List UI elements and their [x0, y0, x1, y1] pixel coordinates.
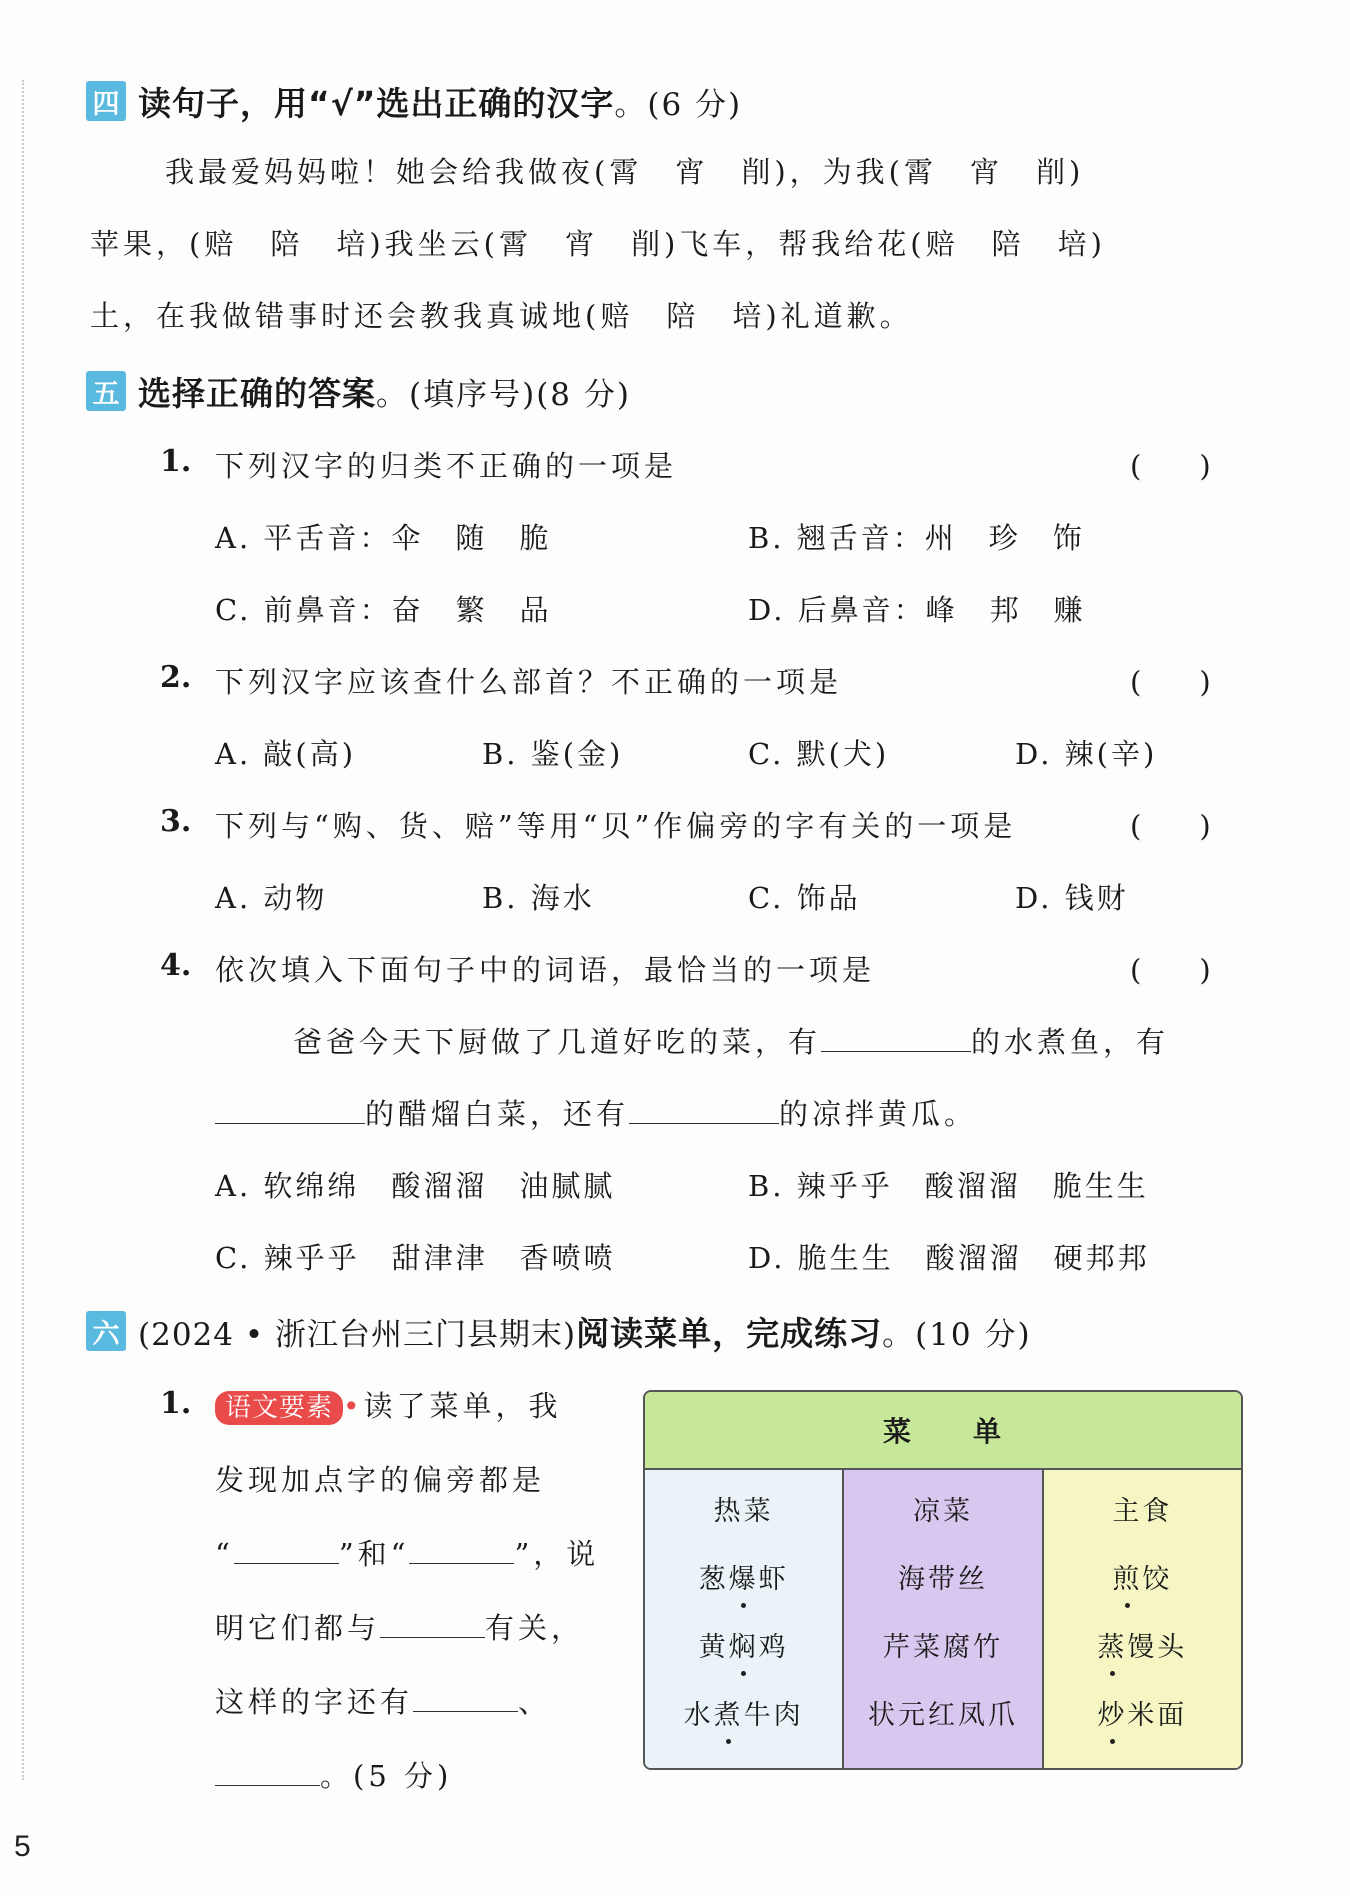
- question-2-option-b[interactable]: B. 鉴(金): [482, 737, 624, 771]
- dotted-char: 炒: [1097, 1696, 1127, 1736]
- section-6-title: 阅读菜单，完成练习: [576, 1313, 883, 1353]
- dotted-char: 爆: [729, 1560, 759, 1600]
- question-4-option-b[interactable]: B. 辣乎乎 酸溜溜 脆生生: [748, 1169, 1149, 1203]
- menu-item: 煎饺: [1112, 1560, 1172, 1628]
- section-6-badge: 六: [86, 1311, 126, 1351]
- menu-column-staple: [1042, 1470, 1241, 1770]
- question-1-option-d[interactable]: D. 后鼻音：峰 邦 赚: [748, 593, 1086, 627]
- dotted-char: 煮: [714, 1696, 744, 1736]
- section-5-heading: [86, 366, 631, 416]
- q1-line-1-text: 读了菜单，我: [363, 1389, 562, 1423]
- question-2-option-c[interactable]: C. 默(犬): [748, 737, 890, 771]
- sentence-part-d: 的凉拌黄瓜。: [779, 1097, 978, 1131]
- menu-table: [643, 1390, 1243, 1770]
- question-2-option-d[interactable]: D. 辣(辛): [1015, 737, 1158, 771]
- question-1-option-c[interactable]: C. 前鼻音：奋 繁 品: [215, 593, 552, 627]
- question-4-option-a[interactable]: A. 软绵绵 酸溜溜 油腻腻: [215, 1169, 616, 1203]
- blank-radical-1[interactable]: [234, 1533, 339, 1564]
- question-2-number: 2.: [160, 660, 192, 695]
- q1-score: 。(5 分): [320, 1759, 453, 1793]
- blank-example-2[interactable]: [215, 1755, 320, 1786]
- dotted-char: 蒸: [1097, 1628, 1127, 1668]
- question-4-sentence-line-2: [215, 1092, 977, 1133]
- menu-item: 蒸馒头: [1097, 1628, 1187, 1696]
- menu-title-b: 单: [973, 1415, 1004, 1448]
- question-2-option-a[interactable]: A. 敲(高): [215, 737, 357, 771]
- yuwen-tag: 语文要素: [215, 1391, 343, 1425]
- section-6-heading: [86, 1306, 1032, 1356]
- question-1-number: 1.: [160, 444, 192, 479]
- blank-1[interactable]: [821, 1021, 971, 1052]
- q1-line-4b: 有关，: [485, 1611, 585, 1645]
- menu-item: 状元红凤爪: [867, 1700, 1018, 1731]
- menu-column-head: 热菜: [713, 1496, 774, 1527]
- section-4-score: 。(6 分): [614, 86, 743, 123]
- q1-quote-close: ”，说: [514, 1537, 600, 1571]
- question-3-option-c[interactable]: C. 饰品: [748, 881, 861, 915]
- section-6-q1-line-1: [215, 1384, 562, 1425]
- question-1-answer-box[interactable]: ( ): [1130, 449, 1211, 483]
- section-6-q1-line-5: [215, 1680, 551, 1721]
- dotted-char: 煎: [1112, 1560, 1142, 1600]
- sentence-part-b: 的水煮鱼，有: [971, 1025, 1170, 1059]
- question-2-answer-box[interactable]: ( ): [1130, 665, 1211, 699]
- question-1-option-a[interactable]: A. 平舌音：伞 随 脆: [215, 521, 552, 555]
- section-6-question-1-number: 1.: [160, 1386, 192, 1421]
- menu-item: 炒米面: [1097, 1696, 1187, 1764]
- section-4-line-2: 苹果，(赔 陪 培)我坐云(霄 宵 削)飞车，帮我给花(赔 陪 培): [90, 227, 1106, 261]
- blank-example-1[interactable]: [413, 1681, 518, 1712]
- section-5-badge: 五: [86, 371, 126, 411]
- q1-quote-open: “: [215, 1537, 234, 1571]
- section-5-title: 选择正确的答案: [138, 373, 376, 413]
- menu-item: 黄焖鸡: [699, 1628, 789, 1696]
- binding-margin-dots: [22, 80, 24, 1780]
- menu-column-hot: [645, 1470, 842, 1770]
- q1-line-4a: 明它们都与: [215, 1611, 381, 1645]
- menu-column-head: 凉菜: [912, 1496, 973, 1527]
- question-4-sentence-line-1: [293, 1020, 1169, 1061]
- section-5-score: 。(填序号)(8 分): [376, 376, 631, 413]
- section-4-badge: 四: [86, 81, 126, 121]
- section-6-q1-line-4: [215, 1606, 584, 1647]
- question-3-option-a[interactable]: A. 动物: [215, 881, 328, 915]
- page-number: 5: [14, 1830, 31, 1863]
- question-4-option-c[interactable]: C. 辣乎乎 甜津津 香喷喷: [215, 1241, 616, 1275]
- menu-item: 葱爆虾: [699, 1560, 789, 1628]
- blank-2[interactable]: [215, 1093, 365, 1124]
- section-6-score: 。(10 分): [882, 1316, 1032, 1353]
- question-1-text: 下列汉字的归类不正确的一项是: [215, 449, 678, 483]
- q1-and: ”和“: [338, 1537, 410, 1571]
- menu-column-cold: [842, 1470, 1041, 1770]
- question-3-option-d[interactable]: D. 钱财: [1015, 881, 1129, 915]
- question-3-answer-box[interactable]: ( ): [1130, 809, 1211, 843]
- section-6-q1-line-3: [215, 1532, 599, 1573]
- question-3-option-b[interactable]: B. 海水: [482, 881, 595, 915]
- section-6-source: (2024 • 浙江台州三门县期末): [138, 1316, 577, 1353]
- yuwen-tag-dot: •: [343, 1390, 364, 1423]
- blank-radical-2[interactable]: [409, 1533, 514, 1564]
- dotted-char: 焖: [729, 1628, 759, 1668]
- blank-3[interactable]: [629, 1093, 779, 1124]
- q1-line-5b: 、: [518, 1685, 552, 1719]
- question-4-answer-box[interactable]: ( ): [1130, 953, 1211, 987]
- menu-title: [645, 1392, 1241, 1470]
- menu-item: 水煮牛肉: [684, 1696, 804, 1764]
- section-4-line-1: 我最爱妈妈啦！她会给我做夜(霄 宵 削)，为我(霄 宵 削): [165, 155, 1085, 189]
- question-4-text: 依次填入下面句子中的词语，最恰当的一项是: [215, 953, 876, 987]
- section-6-q1-line-2: 发现加点字的偏旁都是: [215, 1463, 546, 1497]
- q1-line-5a: 这样的字还有: [215, 1685, 414, 1719]
- section-6-q1-line-6: [215, 1754, 452, 1795]
- question-1-option-b[interactable]: B. 翘舌音：州 珍 饰: [748, 521, 1085, 555]
- question-3-text: 下列与“购、货、赔”等用“贝”作偏旁的字有关的一项是: [215, 809, 1017, 843]
- section-4-title: 读句子，用“√”选出正确的汉字: [138, 83, 615, 123]
- question-2-text: 下列汉字应该查什么部首？不正确的一项是: [215, 665, 843, 699]
- sentence-part-c: 的醋熘白菜，还有: [365, 1097, 630, 1131]
- blank-related[interactable]: [380, 1607, 485, 1638]
- section-4-line-3: 土，在我做错事时还会教我真诚地(赔 陪 培)礼道歉。: [90, 299, 913, 333]
- question-4-number: 4.: [160, 948, 192, 983]
- question-3-number: 3.: [160, 804, 192, 839]
- menu-item: 海带丝: [897, 1564, 988, 1595]
- menu-item: 芹菜腐竹: [882, 1632, 1003, 1663]
- sentence-part-a: 爸爸今天下厨做了几道好吃的菜，有: [293, 1025, 822, 1059]
- question-4-option-d[interactable]: D. 脆生生 酸溜溜 硬邦邦: [748, 1241, 1150, 1275]
- menu-title-a: 菜: [882, 1415, 913, 1448]
- menu-column-head: 主食: [1112, 1496, 1173, 1527]
- section-4-heading: [86, 76, 742, 126]
